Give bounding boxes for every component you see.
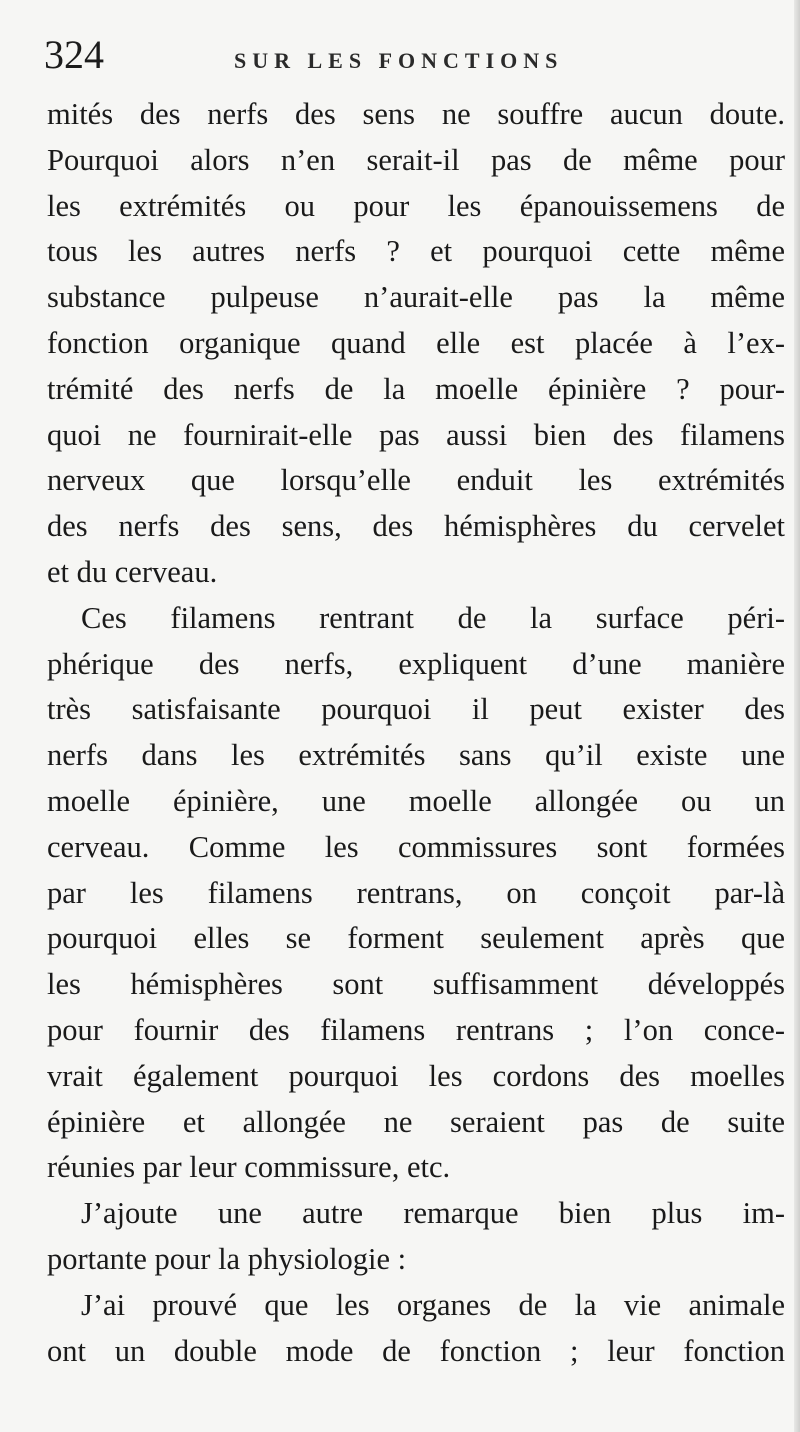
- text-line: portante pour la physiologie :: [47, 1241, 407, 1276]
- text-line: pourquoi elles se forment seulement après que: [47, 921, 785, 956]
- text-line: vrait également pourquoi les cordons des moelles: [47, 1058, 785, 1093]
- text-line: réunies par leur commissure, etc.: [47, 1150, 451, 1185]
- text-line: cerveau. Comme les commissures sont formées: [47, 829, 785, 864]
- running-head: SUR LES FONCTIONS: [234, 48, 564, 73]
- text-line: les hémisphères sont suffisamment développés: [47, 967, 785, 1002]
- text-line: nerfs dans les extrémités sans qu’il existe une: [47, 738, 785, 773]
- text-line: épinière et allongée ne seraient pas de suite: [47, 1104, 785, 1139]
- page-header: [44, 30, 764, 80]
- body-text: [47, 92, 785, 1374]
- text-line: fonction organique quand elle est placée à l’ex-: [47, 325, 785, 360]
- text-line: Pourquoi alors n’en serait-il pas de même pour: [47, 142, 785, 177]
- text-line: pour fournir des filamens rentrans ; l’on conce-: [47, 1012, 785, 1047]
- text-line: Ces filamens rentrant de la surface péri-: [81, 600, 785, 635]
- text-line: des nerfs des sens, des hémisphères du cervelet: [47, 509, 785, 544]
- text-line: moelle épinière, une moelle allongée ou un: [47, 783, 785, 818]
- text-line: par les filamens rentrans, on conçoit par-là: [47, 875, 785, 910]
- text-line: tous les autres nerfs ? et pourquoi cette même: [47, 234, 785, 269]
- text-line: quoi ne fournirait-elle pas aussi bien des filamens: [47, 417, 785, 452]
- page-number: 324: [44, 32, 104, 77]
- text-line: nerveux que lorsqu’elle enduit les extrémités: [47, 463, 785, 498]
- text-line: ont un double mode de fonction ; leur fonction: [47, 1333, 785, 1368]
- text-line: phérique des nerfs, expliquent d’une manière: [47, 646, 785, 681]
- text-line: et du cerveau.: [47, 554, 218, 589]
- text-line: les extrémités ou pour les épanouissemens de: [47, 188, 785, 223]
- text-line: substance pulpeuse n’aurait-elle pas la même: [47, 280, 785, 315]
- text-line: J’ai prouvé que les organes de la vie animale: [81, 1287, 785, 1322]
- text-line: trémité des nerfs de la moelle épinière ? pour-: [47, 371, 785, 406]
- text-line: très satisfaisante pourquoi il peut exister des: [47, 692, 785, 727]
- text-line: mités des nerfs des sens ne souffre aucun doute.: [47, 97, 785, 131]
- text-line: J’ajoute une autre remarque bien plus im-: [81, 1196, 785, 1231]
